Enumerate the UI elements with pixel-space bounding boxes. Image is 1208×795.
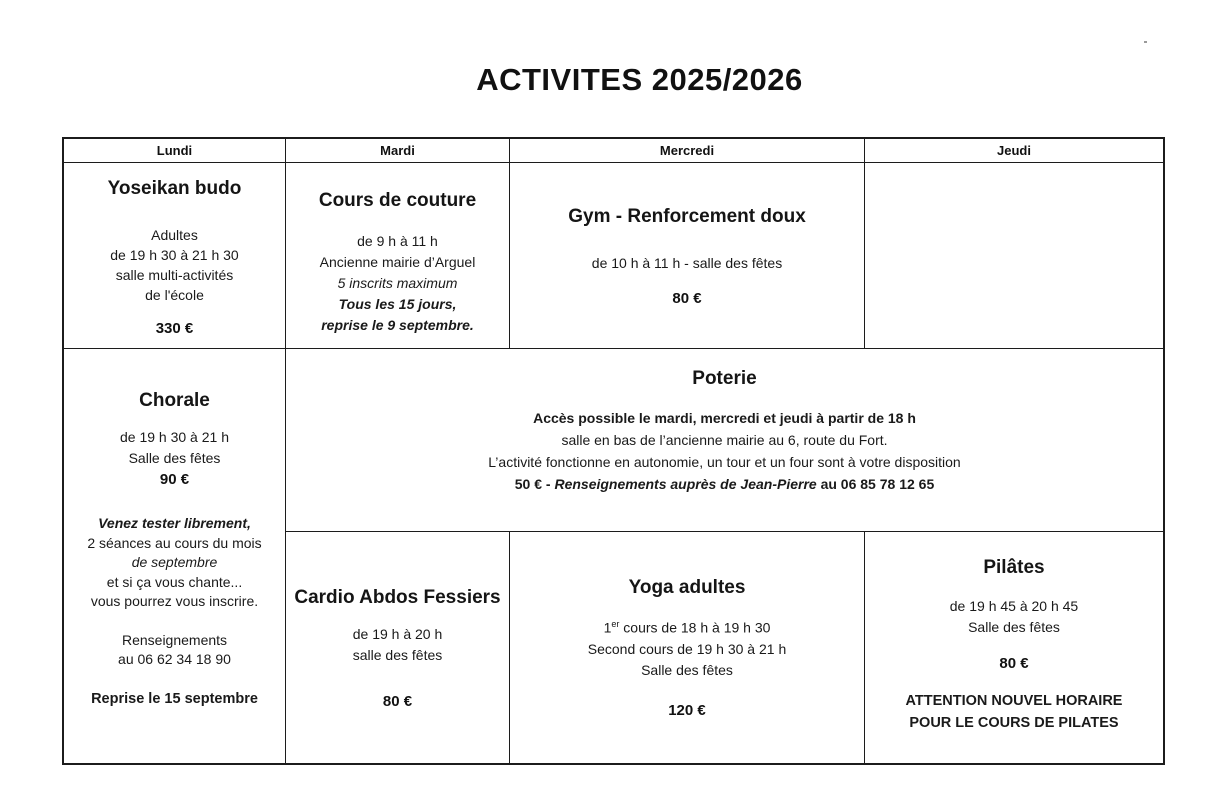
- cell-chorale: [64, 349, 286, 763]
- detail-line: de 9 h à 11 h: [357, 233, 438, 249]
- activity-notes-chorale: [70, 514, 279, 612]
- activity-details-pilates: [871, 596, 1157, 638]
- activity-title-chorale: Chorale: [139, 390, 210, 411]
- detail-line: Tous les 15 jours,: [338, 296, 457, 312]
- activity-details-poterie: [292, 407, 1157, 495]
- cell-cours-de-couture: [286, 163, 510, 349]
- detail-line: Salle des fêtes: [968, 619, 1060, 635]
- column-header-mercredi: Mercredi: [510, 139, 865, 163]
- cell-jeudi-empty: [865, 163, 1163, 349]
- note-line: de septembre: [131, 554, 218, 570]
- activity-details-couture: [292, 231, 503, 336]
- detail-line: de 19 h 45 à 20 h 45: [949, 598, 1079, 614]
- detail-line: 5 inscrits maximum: [337, 275, 458, 291]
- detail-line: de l'école: [145, 287, 204, 303]
- note-line: Venez tester librement,: [98, 515, 251, 531]
- detail-line: salle multi-activités: [115, 267, 234, 283]
- activity-details-yoseikan: [70, 225, 279, 305]
- ordinal-number: 1: [603, 619, 612, 636]
- detail-line: de 10 h à 11 h - salle des fêtes: [591, 255, 783, 271]
- activity-price-gym: 80 €: [672, 290, 702, 307]
- cell-gym-renforcement-doux: [510, 163, 865, 349]
- activity-title-poterie: Poterie: [692, 368, 757, 389]
- detail-line: salle en bas de l’ancienne mairie au 6, route du Fort.: [561, 432, 888, 448]
- contact-phone: au 06 62 34 18 90: [118, 651, 231, 667]
- detail-line: reprise le 9 septembre.: [321, 317, 474, 333]
- detail-line: de 19 h à 20 h: [352, 626, 443, 642]
- detail-line: de 19 h 30 à 21 h: [120, 429, 229, 445]
- detail-line: Salle des fêtes: [128, 450, 221, 466]
- note-line: vous pourrez vous inscrire.: [90, 593, 259, 609]
- warning-line: POUR LE COURS DE PILATES: [909, 715, 1119, 731]
- activities-table: [62, 137, 1165, 765]
- activity-details-chorale: [70, 427, 279, 490]
- activity-details-cardio: [292, 624, 503, 666]
- activity-contact-chorale: [70, 631, 279, 670]
- detail-line: de 19 h 30 à 21 h 30: [110, 247, 239, 263]
- column-header-lundi: Lundi: [64, 139, 286, 163]
- cell-yoseikan-budo: [64, 163, 286, 349]
- price-text: 50 € -: [514, 476, 555, 492]
- activity-warning-pilates: [871, 690, 1157, 734]
- warning-line: ATTENTION NOUVEL HORAIRE: [905, 693, 1123, 709]
- activity-details-yoga: [516, 614, 858, 681]
- activity-price-yoga: 120 €: [668, 701, 706, 719]
- detail-line: L’activité fonctionne en autonomie, un tour et un four sont à votre disposition: [488, 454, 961, 470]
- detail-line: salle des fêtes: [352, 647, 443, 663]
- activity-title-yoseikan: Yoseikan budo: [107, 178, 242, 199]
- activity-title-gym: Gym - Renforcement doux: [568, 206, 806, 227]
- ordinal-suffix: er: [611, 619, 620, 629]
- activity-price-yoseikan: 330 €: [155, 320, 194, 337]
- cell-cardio-abdos-fessiers: [286, 532, 510, 763]
- scan-artifact-dot: [1144, 41, 1147, 43]
- column-header-mardi: Mardi: [286, 139, 510, 163]
- cell-pilates: [865, 532, 1163, 763]
- contact-phone: au 06 85 78 12 65: [816, 476, 935, 492]
- activity-price-pilates: 80 €: [999, 655, 1029, 672]
- note-line: 2 séances au cours du mois: [87, 534, 262, 551]
- activity-title-yoga: Yoga adultes: [628, 577, 746, 598]
- detail-line: Ancienne mairie d’Arguel: [319, 254, 476, 270]
- note-line: et si ça vous chante...: [106, 573, 243, 590]
- activity-title-cardio: Cardio Abdos Fessiers: [294, 587, 501, 608]
- contact-line: Renseignements: [121, 631, 228, 648]
- activity-details-gym: [516, 253, 858, 273]
- cell-yoga-adultes: [510, 532, 865, 763]
- detail-line: Salle des fêtes: [641, 661, 733, 678]
- activity-price-chorale: 90 €: [159, 471, 190, 488]
- detail-line: Adultes: [151, 227, 198, 243]
- activity-price-cardio: 80 €: [382, 693, 413, 710]
- activity-title-couture: Cours de couture: [318, 190, 477, 211]
- cell-poterie: [286, 349, 1163, 532]
- detail-line: Accès possible le mardi, mercredi et jeudi à partir de 18 h: [533, 410, 916, 426]
- page-title: ACTIVITES 2025/2026: [476, 62, 803, 97]
- course-time: cours de 18 h à 19 h 30: [619, 619, 771, 636]
- activity-title-pilates: Pilâtes: [983, 557, 1045, 578]
- activity-restart-date-chorale: Reprise le 15 septembre: [91, 690, 258, 707]
- contact-name: Renseignements auprès de Jean-Pierre: [554, 476, 817, 492]
- detail-line: Second cours de 19 h 30 à 21 h: [587, 640, 787, 657]
- column-header-jeudi: Jeudi: [865, 139, 1163, 163]
- detail-line: [516, 614, 858, 639]
- activity-price-line-poterie: [292, 473, 1157, 495]
